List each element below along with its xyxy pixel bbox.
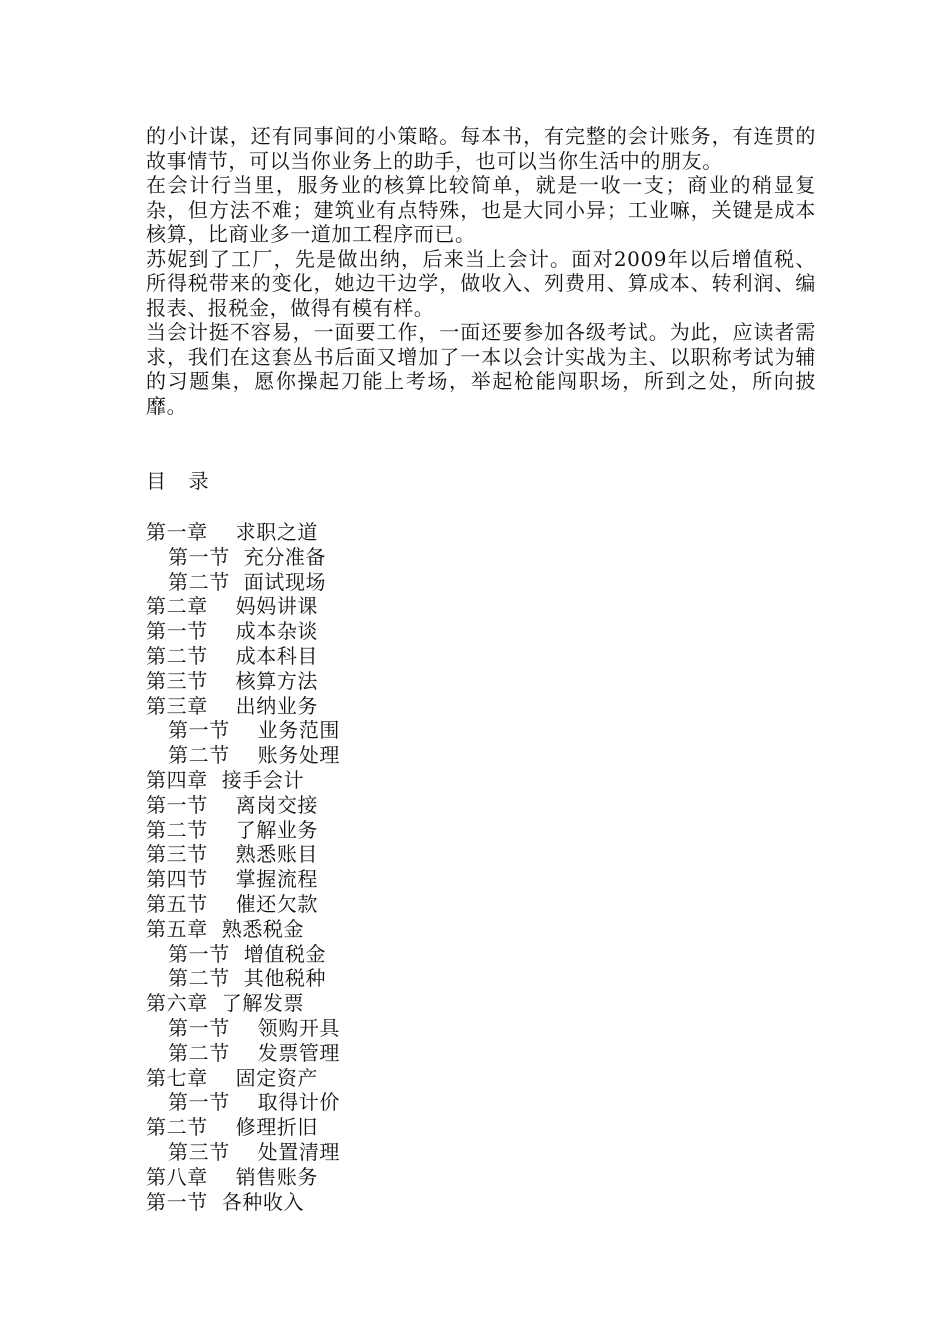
toc-entry: 第二节 修理折旧: [146, 1115, 319, 1140]
intro-paragraph-2: 在会计行当里，服务业的核算比较简单，就是一收一支；商业的稍显复杂，但方法不难；建筑业有点特殊，也是大同小异；工业嘛，关键是成本核算，比商业多一道加工程序而已。: [146, 173, 816, 246]
toc-entry: 第三节 核算方法: [146, 668, 319, 693]
toc-entry: 第一节 业务范围: [168, 718, 341, 743]
document-page: [146, 124, 816, 1214]
toc-entry: 第二节 成本科目: [146, 643, 319, 668]
intro-paragraph-1: 的小计谋，还有同事间的小策略。每本书，有完整的会计账务，有连贯的故事情节，可以当你业务上的助手，也可以当你生活中的朋友。: [146, 124, 816, 173]
toc-entry: 第一节 成本杂谈: [146, 619, 319, 644]
toc-entry: 第三节 处置清理: [168, 1139, 341, 1164]
toc-entry: 第四节 掌握流程: [146, 867, 319, 892]
toc-heading-char-2: 录: [188, 469, 210, 493]
toc-entry: 第二节 账务处理: [168, 743, 341, 768]
toc-entry: 第五章 熟悉税金: [146, 916, 305, 941]
toc-entry: 第二章 妈妈讲课: [146, 594, 319, 619]
toc-entry: 第一章 求职之道: [146, 520, 319, 544]
toc-entry: 第一节 增值税金: [168, 941, 327, 966]
toc-entry: 第二节 了解业务: [146, 817, 319, 842]
table-of-contents: [146, 520, 816, 1214]
toc-entry: 第二节 面试现场: [168, 569, 327, 594]
toc-entry: 第五节 催还欠款: [146, 891, 319, 916]
toc-entry: 第一节 各种收入: [146, 1189, 305, 1214]
toc-heading-char-1: 目: [146, 469, 167, 493]
toc-entry: 第一节 充分准备: [168, 544, 327, 569]
intro-section: [146, 124, 816, 418]
toc-entry: 第二节 发票管理: [168, 1040, 341, 1065]
toc-entry: 第一节 离岗交接: [146, 792, 319, 817]
toc-entry: 第八章 销售账务: [146, 1164, 319, 1189]
toc-entry: 第三章 出纳业务: [146, 693, 319, 718]
toc-entry: 第三节 熟悉账目: [146, 842, 319, 867]
toc-entry: 第一节 领购开具: [168, 1015, 341, 1040]
toc-entry: 第一节 取得计价: [168, 1090, 341, 1115]
toc-heading: [146, 469, 816, 493]
intro-paragraph-3: 苏妮到了工厂，先是做出纳，后来当上会计。面对2009年以后增值税、所得税带来的变化，她边干边学，做收入、列费用、算成本、转利润、编报表、报税金，做得有模有样。: [146, 246, 816, 320]
toc-entry: 第二节 其他税种: [168, 966, 327, 991]
toc-entry: 第七章 固定资产: [146, 1065, 319, 1090]
toc-entry: 第六章 了解发票: [146, 991, 305, 1016]
toc-entry: 第四章 接手会计: [146, 767, 305, 792]
intro-paragraph-4: 当会计挺不容易，一面要工作，一面还要参加各级考试。为此，应读者需求，我们在这套丛书后面又增加了一本以会计实战为主、以职称考试为辅的习题集，愿你操起刀能上考场，举起枪能闯职场，所到之处，所向披靡。: [146, 320, 816, 418]
